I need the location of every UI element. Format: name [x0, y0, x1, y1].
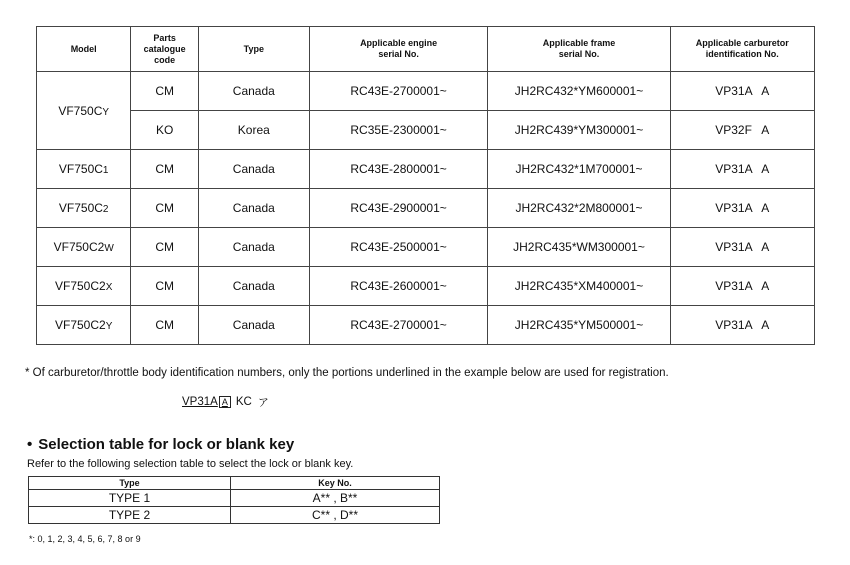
key-selection-table — [28, 476, 440, 524]
table-row — [29, 490, 440, 507]
header-type: Type — [198, 27, 309, 72]
model-table-header-row — [37, 27, 815, 72]
code-cell: CM — [131, 267, 199, 306]
model-suffix: Y — [102, 106, 110, 118]
engine-serial-cell: RC43E-2500001~ — [309, 228, 488, 267]
header-model: Model — [37, 27, 131, 72]
frame-serial-cell: JH2RC432*2M800001~ — [488, 189, 670, 228]
model-suffix: X — [105, 282, 113, 293]
table-row — [37, 306, 815, 345]
key-type-cell: TYPE 2 — [29, 507, 231, 524]
carburetor-id-example — [182, 394, 269, 410]
model-suffix: W — [104, 243, 114, 254]
header-carburetor-id — [670, 27, 814, 72]
engine-serial-cell: RC43E-2700001~ — [309, 306, 488, 345]
model-suffix: 1 — [102, 165, 109, 176]
key-table-header-row — [29, 477, 440, 490]
model-base: VF750C2 — [53, 240, 105, 254]
type-cell: Canada — [198, 72, 309, 111]
model-base: VF750C — [58, 201, 103, 215]
example-underlined-part: VP31A — [182, 396, 218, 408]
header-code-line: Parts — [153, 32, 176, 43]
header-code-line: code — [154, 54, 176, 65]
header-key-no: Key No. — [231, 477, 440, 490]
engine-serial-cell: RC35E-2300001~ — [309, 111, 488, 150]
model-cell — [37, 267, 131, 306]
frame-serial-cell: JH2RC435*YM500001~ — [488, 306, 670, 345]
model-cell — [37, 228, 131, 267]
header-carb-line: Applicable carburetor — [695, 38, 789, 48]
key-no-cell: C** , D** — [231, 507, 440, 524]
key-wildcard-note: *: 0, 1, 2, 3, 4, 5, 6, 7, 8 or 9 — [29, 534, 141, 544]
registration-footnote: * Of carburetor/throttle body identification numbers, only the portions underlined in the example below are used for registration. — [25, 367, 669, 379]
code-cell: CM — [131, 189, 199, 228]
header-parts-catalogue-code — [131, 27, 199, 72]
key-no-cell: A** , B** — [231, 490, 440, 507]
type-cell: Korea — [198, 111, 309, 150]
frame-serial-cell: JH2RC432*YM600001~ — [488, 72, 670, 111]
selection-heading-text: Selection table for lock or blank key — [38, 436, 295, 453]
type-cell: Canada — [198, 306, 309, 345]
carburetor-id-cell: VP31A A — [670, 228, 814, 267]
engine-serial-cell: RC43E-2700001~ — [309, 72, 488, 111]
type-cell: Canada — [198, 267, 309, 306]
key-type-cell: TYPE 1 — [29, 490, 231, 507]
carburetor-id-cell: VP31A A — [670, 267, 814, 306]
header-code-line: catalogue — [143, 43, 186, 54]
type-cell: Canada — [198, 228, 309, 267]
engine-serial-cell: RC43E-2900001~ — [309, 189, 488, 228]
header-engine-line: serial No. — [378, 49, 419, 59]
model-suffix: 2 — [102, 204, 109, 215]
type-cell: Canada — [198, 150, 309, 189]
selection-intro: Refer to the following selection table to select the lock or blank key. — [27, 458, 354, 470]
model-base: VF750C2 — [55, 279, 106, 293]
carburetor-id-cell: VP31A A — [670, 306, 814, 345]
frame-serial-cell: JH2RC432*1M700001~ — [488, 150, 670, 189]
header-key-type: Type — [29, 477, 231, 490]
header-frame-line: Applicable frame — [542, 38, 616, 48]
code-cell: CM — [131, 72, 199, 111]
engine-serial-cell: RC43E-2800001~ — [309, 150, 488, 189]
bullet-icon: • — [27, 436, 33, 453]
example-suffix: KC — [235, 396, 252, 408]
header-engine-serial — [309, 27, 488, 72]
frame-serial-cell: JH2RC435*XM400001~ — [488, 267, 670, 306]
code-cell: KO — [131, 111, 199, 150]
type-cell: Canada — [198, 189, 309, 228]
example-kana: ア — [257, 397, 269, 409]
table-row — [37, 72, 815, 111]
carburetor-id-cell: VP31A A — [670, 150, 814, 189]
code-cell: CM — [131, 228, 199, 267]
table-row — [37, 189, 815, 228]
model-table — [36, 26, 815, 345]
model-base: VF750C2 — [55, 318, 106, 332]
carburetor-id-cell: VP31A A — [670, 72, 814, 111]
example-boxed-letter: A — [219, 396, 231, 408]
header-carb-line: identification No. — [705, 49, 779, 59]
model-cell — [37, 72, 131, 150]
engine-serial-cell: RC43E-2600001~ — [309, 267, 488, 306]
model-cell — [37, 150, 131, 189]
code-cell: CM — [131, 306, 199, 345]
carburetor-id-cell: VP32F A — [670, 111, 814, 150]
table-row — [37, 267, 815, 306]
carburetor-id-cell: VP31A A — [670, 189, 814, 228]
model-cell — [37, 189, 131, 228]
table-row — [37, 150, 815, 189]
model-base: VF750C — [58, 103, 103, 118]
table-row — [29, 507, 440, 524]
header-engine-line: Applicable engine — [360, 38, 438, 48]
table-row — [37, 228, 815, 267]
frame-serial-cell: JH2RC435*WM300001~ — [488, 228, 670, 267]
header-frame-line: serial No. — [558, 49, 600, 59]
code-cell: CM — [131, 150, 199, 189]
model-suffix: Y — [105, 321, 113, 332]
selection-heading — [27, 436, 294, 453]
model-cell — [37, 306, 131, 345]
header-frame-serial — [488, 27, 670, 72]
table-row — [37, 111, 815, 150]
frame-serial-cell: JH2RC439*YM300001~ — [488, 111, 670, 150]
model-base: VF750C — [58, 162, 103, 176]
